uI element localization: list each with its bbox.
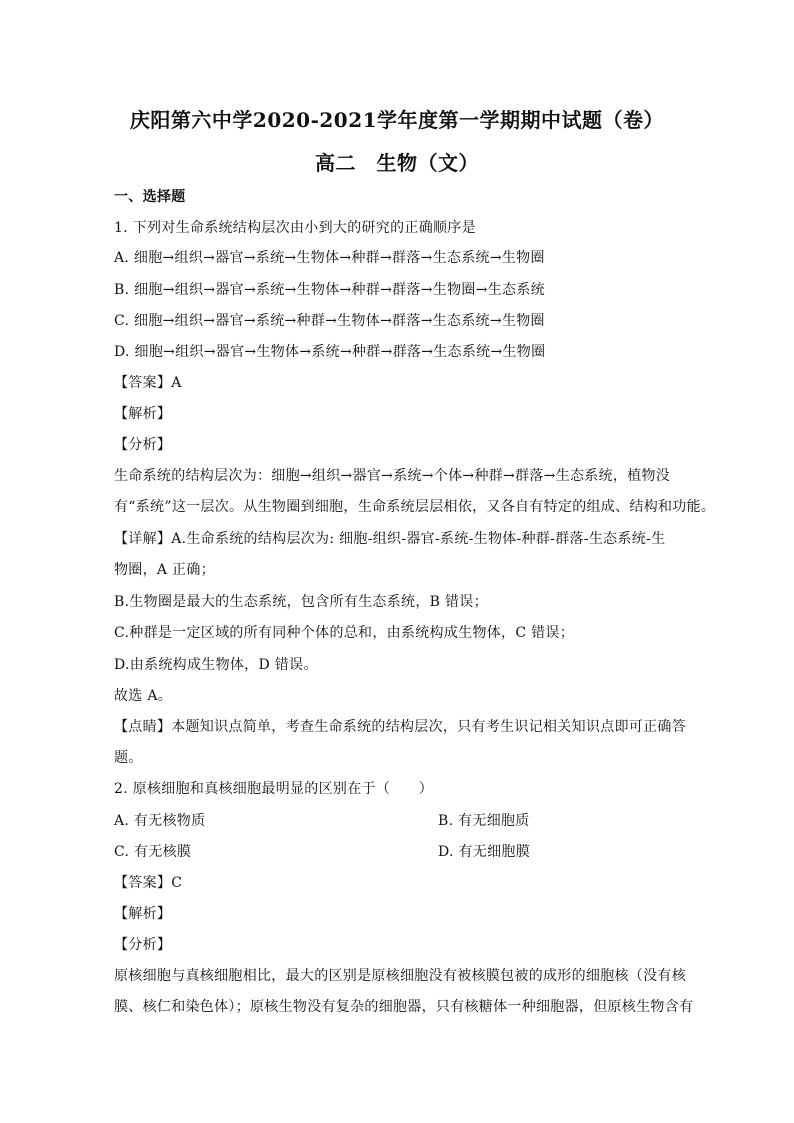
q1-option-a: A. 细胞→组织→器官→系统→生物体→种群→群落→生态系统→生物圈	[114, 250, 545, 266]
q2-fenxi-label: 【分析】	[114, 937, 172, 953]
q2-option-c: C. 有无核膜	[114, 844, 192, 860]
q2-stem: 2. 原核细胞和真核细胞最明显的区别在于（ ）	[114, 781, 434, 797]
q1-option-b: B. 细胞→组织→器官→系统→生物体→种群→群落→生物圈→生态系统	[114, 282, 545, 298]
q1-stem: 1. 下列对生命系统结构层次由小到大的研究的正确顺序是	[114, 220, 476, 236]
q1-analysis-line-2: 有“系统”这一层次。从生物圈到细胞，生命系统层层相依，又各自有特定的组成、结构和功能。	[114, 499, 716, 515]
q2-jiexi-label: 【解析】	[114, 906, 172, 922]
q1-fenxi-label: 【分析】	[114, 437, 172, 453]
q1-detail-line-4: C.种群是一定区域的所有同种个体的总和，由系统构成生物体，C 错误；	[114, 625, 575, 641]
q1-detail-line-1: 【详解】A.生命系统的结构层次为: 细胞-组织-器官-系统-生物体-种群-群落-生态系统-生	[114, 531, 666, 547]
q1-option-c: C. 细胞→组织→器官→系统→种群→生物体→群落→生态系统→生物圈	[114, 313, 545, 329]
q2-option-b: B. 有无细胞质	[438, 813, 530, 829]
q1-detail-line-3: B.生物圈是最大的生态系统，包含所有生态系统，B 错误；	[114, 594, 488, 610]
q2-analysis-line-2: 膜、核仁和染色体）；原核生物没有复杂的细胞器，只有核糖体一种细胞器，但原核生物含有	[114, 999, 694, 1015]
q1-answer: 【答案】A	[114, 375, 182, 391]
q1-detail-line-6: 故选 A。	[114, 688, 173, 704]
q2-answer: 【答案】C	[114, 875, 183, 891]
q2-analysis-line-1: 原核细胞与真核细胞相比，最大的区别是原核细胞没有被核膜包被的成形的细胞核（没有核	[114, 968, 686, 984]
q1-detail-line-5: D.由系统构成生物体，D 错误。	[114, 657, 318, 673]
q1-option-d: D. 细胞→组织→器官→生物体→系统→种群→群落→生态系统→生物圈	[114, 344, 546, 360]
exam-title: 庆阳第六中学2020-2021学年度第一学期期中试题（卷）	[129, 108, 665, 132]
q2-option-a: A. 有无核物质	[114, 813, 206, 829]
exam-subtitle: 高二 生物（文）	[315, 151, 479, 175]
section-heading: 一、选择题	[114, 189, 186, 205]
q1-analysis-line-1: 生命系统的结构层次为：细胞→组织→器官→系统→个体→种群→群落→生态系统，植物没	[114, 468, 671, 484]
q1-comment-line-1: 【点睛】本题知识点简单，考查生命系统的结构层次，只有考生识记相关知识点即可正确答	[114, 719, 686, 735]
q1-detail-line-2: 物圈，A 正确；	[114, 562, 215, 578]
q1-jiexi-label: 【解析】	[114, 406, 172, 422]
q1-comment-line-2: 题。	[114, 750, 143, 766]
q2-option-d: D. 有无细胞膜	[438, 844, 531, 860]
